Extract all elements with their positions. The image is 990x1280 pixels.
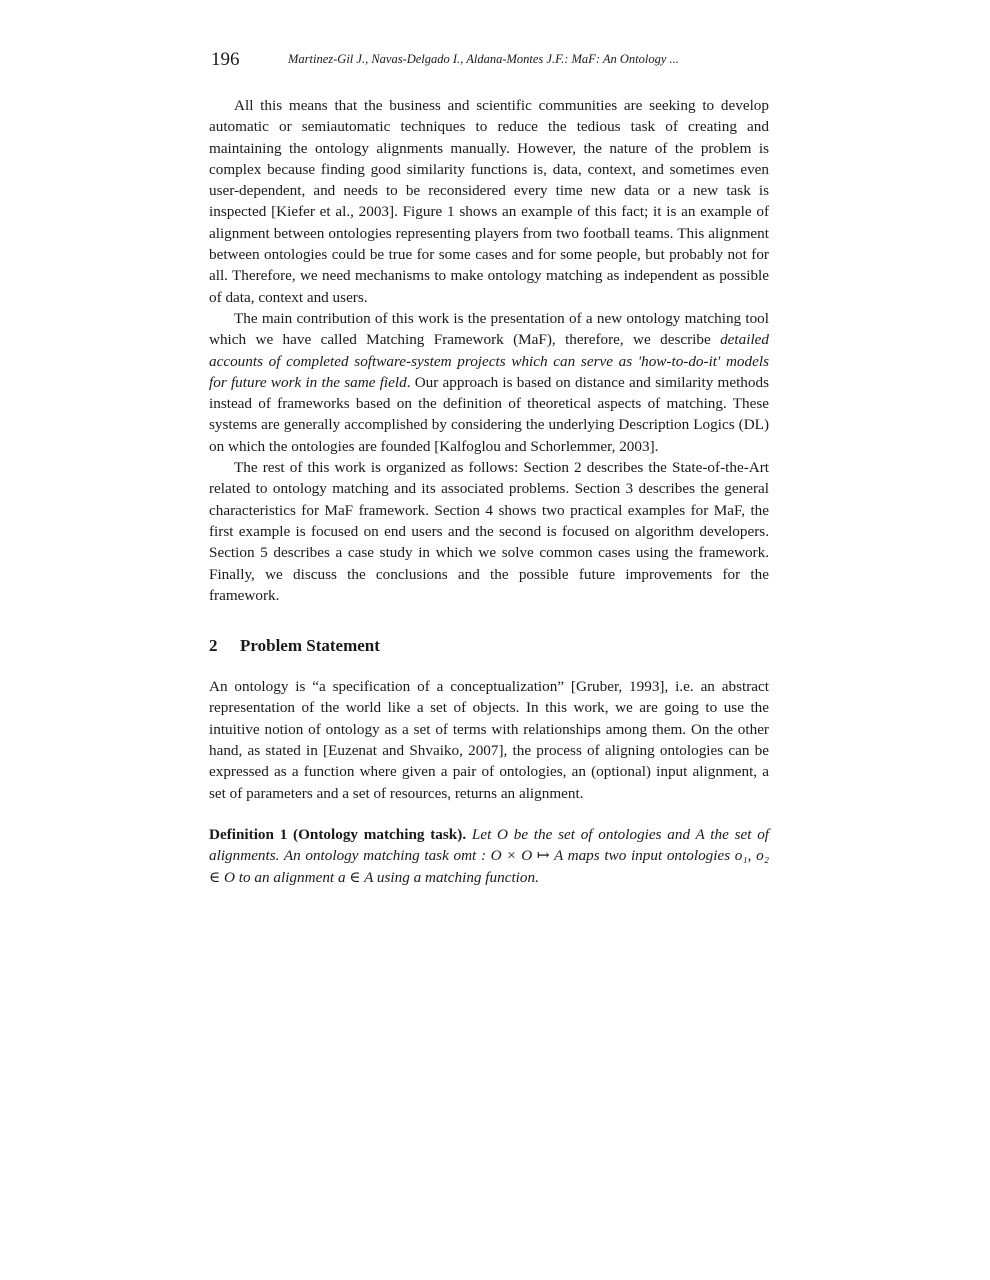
section-heading (209, 635, 769, 657)
paragraph-intro-1: All this means that the business and scientific communities are seeking to develop automatic or semiautomatic techniques to reduce the tedious task of creating and maintaining the ontology alignments manually. However, the nature of the problem is complex because finding good similarity functions is, data, context, and sometimes even user-dependent, and needs to be reconsidered every time new data or a new task is inspected [Kiefer et al., 2003]. Figure 1 shows an example of this fact; it is an example of alignment between ontologies representing players from two football teams. This alignment between ontologies could be true for some cases and for some people, but probably not for all. Therefore, we need mechanisms to make ontology matching as independent as possible of data, context and users. (209, 97, 769, 306)
paragraph-intro-3: The rest of this work is organized as follows: Section 2 describes the State-of-the-Art related to ontology matching and its associated problems. Section 3 describes the general characteristics for MaF framework. Section 4 shows two practical examples for MaF, the first example is focused on end users and the second is focused on algorithm developers. Section 5 describes a case study in which we solve common cases using the framework. Finally, we discuss the conclusions and the possible future improvements for the framework. (209, 459, 769, 604)
running-head: Martinez-Gil J., Navas-Delgado I., Aldana-Montes J.F.: MaF: An Ontology ... (288, 52, 679, 66)
page-number: 196 (211, 49, 240, 70)
definition-head: Definition 1 (Ontology matching task). (209, 825, 467, 843)
paragraph-intro-2-italic: detailed accounts of completed software-system projects which can serve as 'how-to-do-it' models for future work in the same field (209, 331, 769, 391)
definition-block (209, 824, 769, 888)
section-number: 2 (209, 636, 218, 656)
definition-text: Let O be the set of ontologies and A the set of alignments. An ontology matching task omt : O × O ↦ A maps two input ontologies o₁, o₂ ∈ O to an alignment a ∈ A using a matching function. (209, 825, 770, 886)
paragraph-intro-2 (209, 308, 769, 457)
page-header (211, 49, 771, 73)
section-title: Problem Statement (240, 636, 380, 656)
paragraph-intro-2-start: The main contribution of this work is the presentation of a new ontology matching tool which we have called Matching Framework (MaF), therefore, we describe (209, 309, 769, 349)
paragraph-section-1: An ontology is “a specification of a conceptualization” [Gruber, 1993], i.e. an abstract representation of the world like a set of objects. In this work, we are going to use the intuitive notion of ontology as a set of terms with relationships among them. On the other hand, as stated in [Euzenat and Shvaiko, 2007], the process of aligning ontologies can be expressed as a function where given a pair of ontologies, an (optional) input alignment, a set of parameters and a set of resources, returns an alignment. (209, 678, 769, 802)
paragraph-intro-2-end: . Our approach is based on distance and similarity methods instead of frameworks based on the definition of theoretical aspects of matching. These systems are generally accomplished by considering the underlying Description Logics (DL) on which the ontologies are founded [Kalfoglou and Schorlemmer, 2003]. (209, 373, 769, 455)
page-body (209, 95, 769, 888)
